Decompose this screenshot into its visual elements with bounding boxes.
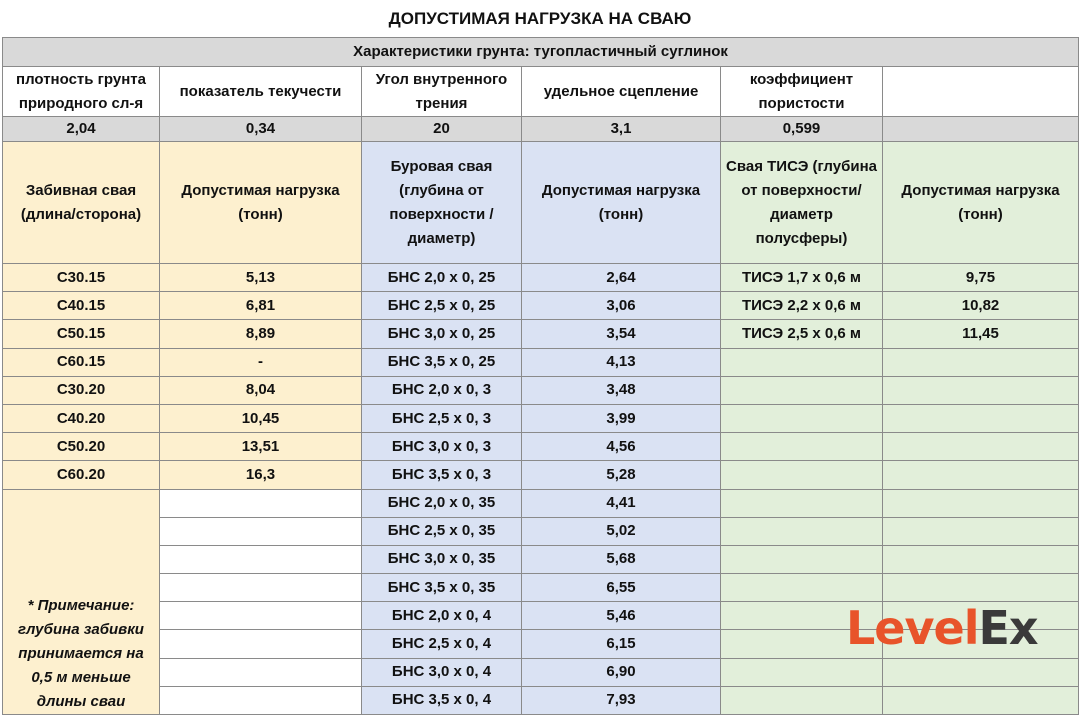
empty-cell [721, 404, 883, 432]
table-row [3, 404, 1079, 432]
table-row [3, 292, 1079, 320]
empty-cell [883, 686, 1079, 714]
bored-pile-load: 2,64 [522, 264, 721, 292]
empty-cell [721, 461, 883, 489]
driven-pile-load: - [160, 348, 362, 376]
soil-param-value: 2,04 [3, 117, 160, 142]
bored-pile-name: БНС 2,5 х 0, 25 [362, 292, 522, 320]
bored-pile-name: БНС 3,0 х 0, 35 [362, 545, 522, 573]
table-row [3, 545, 1079, 573]
bored-pile-name: БНС 3,0 х 0, 3 [362, 433, 522, 461]
empty-cell [883, 404, 1079, 432]
bored-pile-load: 3,99 [522, 404, 721, 432]
bored-pile-name: БНС 3,5 х 0, 3 [362, 461, 522, 489]
driven-pile-name: С30.20 [3, 376, 160, 404]
empty-cell [160, 630, 362, 658]
soil-param-value: 0,34 [160, 117, 362, 142]
page-title: ДОПУСТИМАЯ НАГРУЗКА НА СВАЮ [388, 9, 692, 28]
empty-cell [883, 348, 1079, 376]
bored-pile-name: БНС 2,0 х 0, 3 [362, 376, 522, 404]
bored-pile-load: 4,41 [522, 489, 721, 517]
empty-cell [883, 376, 1079, 404]
bored-pile-load: 6,55 [522, 574, 721, 602]
tise-pile-load: 9,75 [883, 264, 1079, 292]
empty-cell [160, 686, 362, 714]
driven-pile-name: С50.20 [3, 433, 160, 461]
tise-pile-load: 10,82 [883, 292, 1079, 320]
table-row [3, 517, 1079, 545]
empty-cell [160, 489, 362, 517]
empty-cell [721, 517, 883, 545]
driven-pile-load: 16,3 [160, 461, 362, 489]
tise-pile-name: ТИСЭ 1,7 х 0,6 м [721, 264, 883, 292]
bored-pile-name: БНС 3,5 х 0, 25 [362, 348, 522, 376]
empty-cell [160, 658, 362, 686]
empty-cell [883, 461, 1079, 489]
driven-pile-load: 5,13 [160, 264, 362, 292]
bored-pile-load: 3,06 [522, 292, 721, 320]
bored-pile-load: 5,02 [522, 517, 721, 545]
bored-pile-name: БНС 3,5 х 0, 35 [362, 574, 522, 602]
bored-pile-load: 3,54 [522, 320, 721, 348]
soil-param-label: показатель текучести [160, 67, 362, 117]
col-header-driven-pile: Забивная свая (длина/сторона) [3, 142, 160, 264]
note-cell [3, 489, 160, 715]
col-header-tise-pile: Свая ТИСЭ (глубина от поверхности/ диаметр полусферы) [721, 142, 883, 264]
bored-pile-name: БНС 3,5 х 0, 4 [362, 686, 522, 714]
bored-pile-load: 7,93 [522, 686, 721, 714]
bored-pile-name: БНС 2,5 х 0, 4 [362, 630, 522, 658]
soil-param-value: 3,1 [522, 117, 721, 142]
empty-cell [160, 602, 362, 630]
empty-cell [160, 517, 362, 545]
bored-pile-name: БНС 3,0 х 0, 4 [362, 658, 522, 686]
col-header-bored-pile: Буровая свая (глубина от поверхности /диаметр) [362, 142, 522, 264]
bored-pile-name: БНС 2,0 х 0, 4 [362, 602, 522, 630]
table-row [3, 489, 1079, 517]
col-header-bored-load: Допустимая нагрузка (тонн) [522, 142, 721, 264]
bored-pile-load: 5,28 [522, 461, 721, 489]
bored-pile-name: БНС 2,5 х 0, 3 [362, 404, 522, 432]
empty-cell [883, 433, 1079, 461]
bored-pile-load: 4,56 [522, 433, 721, 461]
tise-pile-name: ТИСЭ 2,2 х 0,6 м [721, 292, 883, 320]
driven-pile-name: С60.15 [3, 348, 160, 376]
empty-cell [721, 348, 883, 376]
soil-param-label: удельное сцепление [522, 67, 721, 117]
levelex-logo [846, 598, 1038, 658]
bored-pile-load: 4,13 [522, 348, 721, 376]
bored-pile-load: 6,15 [522, 630, 721, 658]
driven-pile-load: 13,51 [160, 433, 362, 461]
empty-cell [721, 489, 883, 517]
driven-pile-load: 6,81 [160, 292, 362, 320]
empty-cell [721, 686, 883, 714]
bored-pile-load: 5,68 [522, 545, 721, 573]
table-row [3, 264, 1079, 292]
bored-pile-name: БНС 2,5 х 0, 35 [362, 517, 522, 545]
driven-pile-name: С30.15 [3, 264, 160, 292]
empty-cell [721, 433, 883, 461]
empty-cell [721, 658, 883, 686]
empty-cell [883, 67, 1079, 117]
driven-pile-load: 8,04 [160, 376, 362, 404]
tise-pile-load: 11,45 [883, 320, 1079, 348]
empty-cell [883, 489, 1079, 517]
logo-part-ex: Ex [978, 601, 1038, 655]
soil-param-label: плотность грунта природного сл-я [3, 67, 160, 117]
driven-pile-name: С40.20 [3, 404, 160, 432]
soil-param-value: 20 [362, 117, 522, 142]
driven-pile-load: 10,45 [160, 404, 362, 432]
driven-pile-name: С50.15 [3, 320, 160, 348]
soil-param-label: коэффициент пористости [721, 67, 883, 117]
bored-pile-load: 3,48 [522, 376, 721, 404]
bored-pile-name: БНС 3,0 х 0, 25 [362, 320, 522, 348]
driven-pile-load: 8,89 [160, 320, 362, 348]
col-header-driven-load: Допустимая нагрузка (тонн) [160, 142, 362, 264]
logo-part-level: Level [846, 601, 979, 655]
empty-cell [883, 658, 1079, 686]
driven-pile-name: С60.20 [3, 461, 160, 489]
bored-pile-name: БНС 2,0 х 0, 25 [362, 264, 522, 292]
table-row [3, 376, 1079, 404]
empty-cell [160, 574, 362, 602]
empty-cell [160, 545, 362, 573]
empty-cell [883, 517, 1079, 545]
table-row [3, 461, 1079, 489]
driven-pile-name: С40.15 [3, 292, 160, 320]
soil-param-value: 0,599 [721, 117, 883, 142]
soil-param-label: Угол внутренного трения [362, 67, 522, 117]
empty-cell [883, 545, 1079, 573]
soil-header: Характеристики грунта: тугопластичный суглинок [3, 38, 1079, 67]
col-header-tise-load: Допустимая нагрузка (тонн) [883, 142, 1079, 264]
table-row [3, 658, 1079, 686]
table-row [3, 433, 1079, 461]
bored-pile-load: 5,46 [522, 602, 721, 630]
empty-cell [721, 545, 883, 573]
table-row [3, 686, 1079, 714]
tise-pile-name: ТИСЭ 2,5 х 0,6 м [721, 320, 883, 348]
empty-cell [883, 117, 1079, 142]
bored-pile-name: БНС 2,0 х 0, 35 [362, 489, 522, 517]
empty-cell [721, 376, 883, 404]
table-row [3, 320, 1079, 348]
bored-pile-load: 6,90 [522, 658, 721, 686]
footnote: * Примечание: глубина забивки принимается на 0,5 м меньше длины сваи [18, 597, 144, 710]
table-row [3, 348, 1079, 376]
